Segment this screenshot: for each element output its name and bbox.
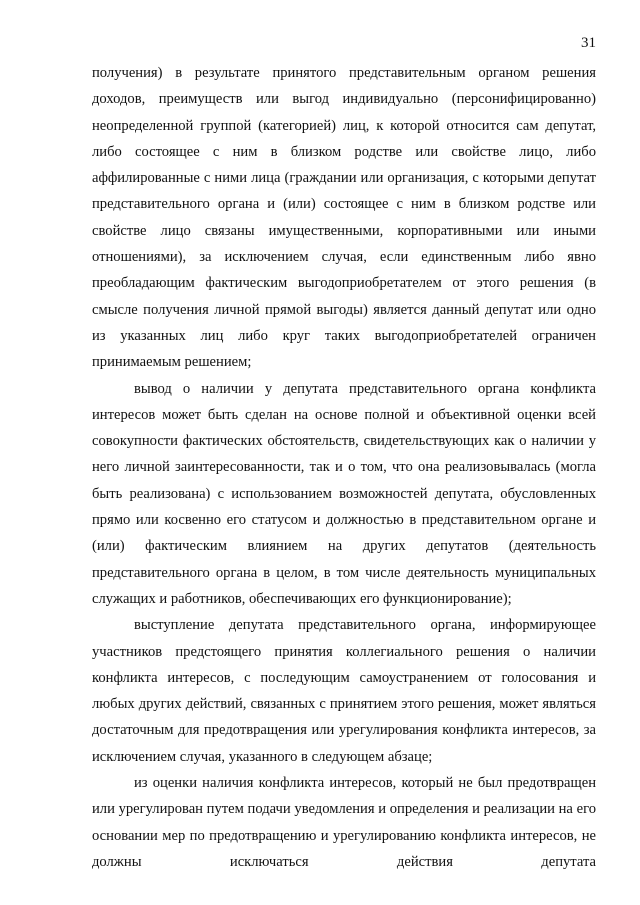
paragraph-assessment: из оценки наличия конфликта интересов, который не был предотвращен или урегулирован путем подачи уведомления и определения и реализации на его основании мер по предотвращению и урегулированию конфликта интересов, не должны исключаться действия депутата bbox=[92, 775, 596, 870]
paragraph-deputy-statement: выступление депутата представительного органа, информирующее участников предстоящего принятия коллегиального решения о наличии конфликта интересов, с последующим самоустранением от голосования и любых других действий, связанных с принятием этого решения, может являться достаточным для предотвращения или урегулирования конфликта интересов, за исключением случая, указанного в следующем абзаце; bbox=[92, 617, 596, 765]
paragraph-conflict-conclusion: вывод о наличии у депутата представительного органа конфликта интересов может быть сделан на основе полной и объективной оценки всей совокупности фактических обстоятельств, свидетельствующих как о наличии у него личной заинтересованности, так и о том, что она реализовывалась (могла быть реализована) с использованием возможностей депутата, обусловленных прямо или косвенно его статусом и должностью в представительном органе и (или) фактическим влиянием на других депутатов (деятельность представительного органа в целом, в том числе деятельность муниципальных служащих и работников, обеспечивающих его функционирование); bbox=[92, 380, 596, 607]
page-number: 31 bbox=[581, 35, 596, 51]
paragraph-continuation: получения) в результате принятого представительным органом решения доходов, преимуществ или выгод индивидуально (персонифицированно) неопределенной группой (категорией) лиц, к которой относится сам депутат, либо состоящее с ним в близком родстве или свойстве лицо, либо аффилированные с ними лица (граждании или организация, с которыми депутат представительного органа и (или) состоящее с ним в близком родстве или свойстве лицо связаны имущественными, корпоративными или иными отношениями), за исключением случая, если единственным либо явно преобладающим фактическим выгодоприобретателем от этого решения (в смысле получения личной прямой выгоды) является данный депутат или одно из указанных лиц либо круг таких выгодоприобретателей ограничен принимаемым решением; bbox=[92, 65, 596, 371]
document-body bbox=[92, 60, 596, 875]
